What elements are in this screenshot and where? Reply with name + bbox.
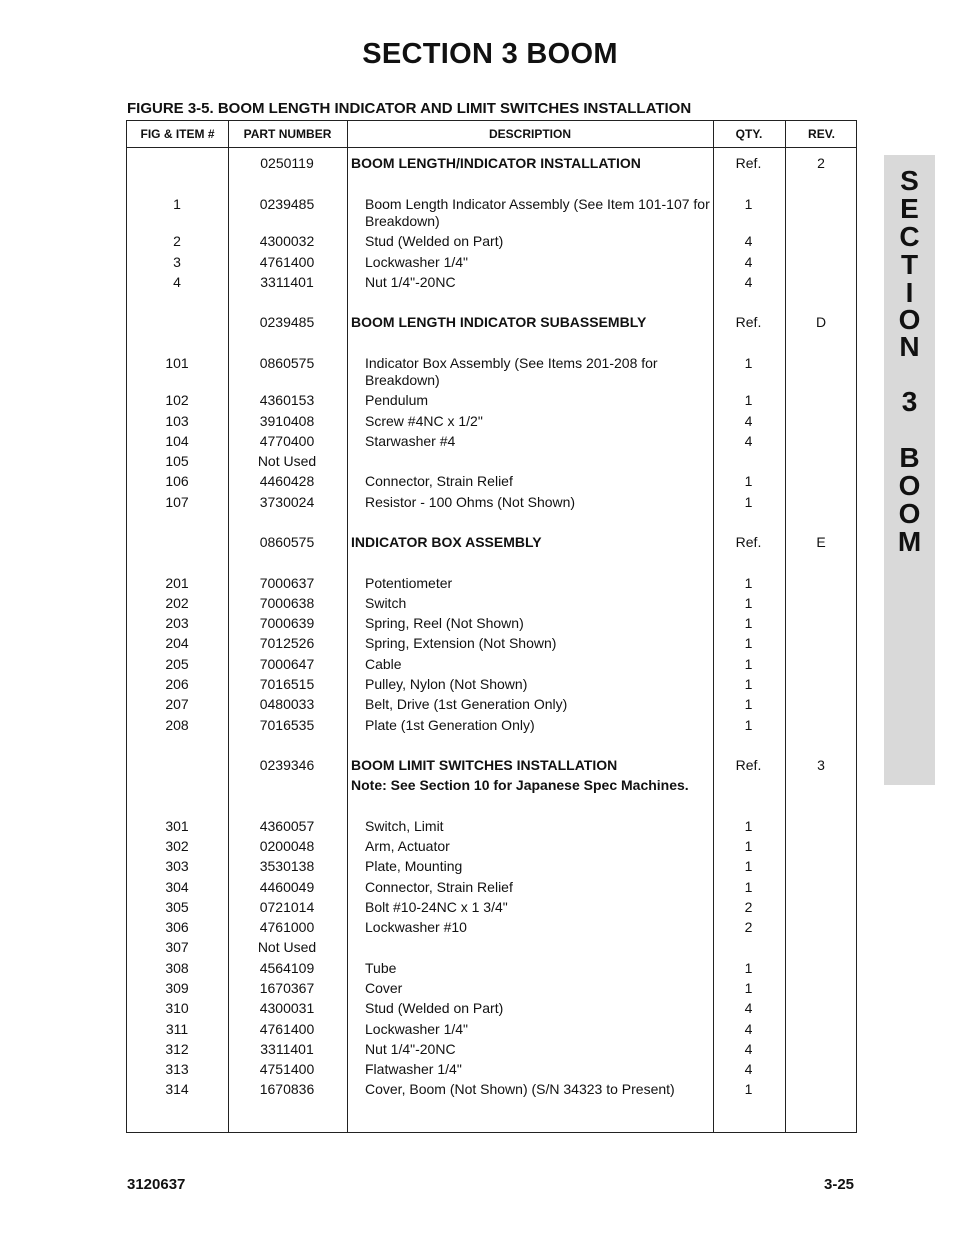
quantity: 1 xyxy=(744,696,753,712)
quantity: 4 xyxy=(744,1061,753,1077)
part-number: 4770400 xyxy=(259,433,315,449)
item-number: 314 xyxy=(165,1081,189,1097)
part-number: 0721014 xyxy=(259,899,315,915)
description: Indicator Box Assembly (See Items 201-208 for Breakdown) xyxy=(365,355,658,388)
side-tab-letter: O xyxy=(898,470,921,501)
item-number: 304 xyxy=(165,879,189,895)
item-number: 3 xyxy=(173,254,181,270)
side-tab-letter: O xyxy=(898,498,921,529)
part-number: 3910408 xyxy=(259,413,315,429)
part-number: 7000639 xyxy=(259,615,315,631)
part-number: 0250119 xyxy=(260,155,314,171)
part-number: 0860575 xyxy=(259,534,315,550)
description: Connector, Strain Relief xyxy=(365,473,513,489)
column-divider xyxy=(347,121,348,1132)
quantity: Ref. xyxy=(735,534,762,550)
revision: 3 xyxy=(817,757,825,773)
item-number: 105 xyxy=(165,453,189,469)
description: Switch xyxy=(365,595,407,611)
description: Plate (1st Generation Only) xyxy=(365,717,535,733)
description: Connector, Strain Relief xyxy=(365,879,513,895)
item-number: 206 xyxy=(165,676,189,692)
description: INDICATOR BOX ASSEMBLY xyxy=(351,534,542,550)
quantity: 1 xyxy=(744,656,753,672)
quantity: 2 xyxy=(744,919,753,935)
description: Lockwasher 1/4" xyxy=(365,254,469,270)
quantity: 1 xyxy=(744,717,753,733)
item-number: 310 xyxy=(165,1000,189,1016)
part-number: 4761000 xyxy=(259,919,315,935)
side-tab-letter: B xyxy=(899,442,920,473)
column-divider xyxy=(785,121,786,1132)
header-divider xyxy=(127,147,856,148)
revision: E xyxy=(816,534,826,550)
part-number: 4460049 xyxy=(259,879,315,895)
item-number: 306 xyxy=(165,919,189,935)
item-number: 311 xyxy=(165,1021,189,1037)
part-number: 4360153 xyxy=(259,392,315,408)
item-number: 307 xyxy=(165,939,189,955)
item-number: 103 xyxy=(165,413,189,429)
description: Nut 1/4"-20NC xyxy=(365,274,456,290)
header-item: FIG & ITEM # xyxy=(140,127,215,141)
description: Screw #4NC x 1/2" xyxy=(365,413,483,429)
header-part-number: PART NUMBER xyxy=(243,127,332,141)
quantity: 4 xyxy=(744,413,753,429)
part-number: 0239485 xyxy=(259,314,315,330)
part-number: 4761400 xyxy=(259,1021,315,1037)
quantity: 1 xyxy=(744,980,753,996)
part-number: 4761400 xyxy=(259,254,315,270)
quantity: 4 xyxy=(744,433,753,449)
revision: D xyxy=(815,314,827,330)
quantity: 2 xyxy=(744,899,753,915)
part-number: 4460428 xyxy=(259,473,315,489)
description: Pendulum xyxy=(365,392,429,408)
quantity: 4 xyxy=(744,274,753,290)
quantity: 4 xyxy=(744,233,753,249)
description: Boom Length Indicator Assembly (See Item 101-107 for Breakdown) xyxy=(365,196,710,229)
quantity: Ref. xyxy=(735,314,762,330)
description: Spring, Extension (Not Shown) xyxy=(365,635,557,651)
item-number: 204 xyxy=(165,635,189,651)
header-description: DESCRIPTION xyxy=(488,127,571,141)
item-number: 312 xyxy=(165,1041,189,1057)
part-number: 0860575 xyxy=(259,355,315,371)
quantity: 4 xyxy=(744,1041,753,1057)
part-number: 3730024 xyxy=(259,494,315,510)
quantity: 1 xyxy=(744,615,753,631)
part-number: Not Used xyxy=(257,939,317,955)
description: Plate, Mounting xyxy=(365,858,463,874)
quantity: 1 xyxy=(744,838,753,854)
description: Note: See Section 10 for Japanese Spec Machines. xyxy=(351,777,689,793)
quantity: 4 xyxy=(744,1000,753,1016)
part-number: 7012526 xyxy=(259,635,315,651)
quantity: 1 xyxy=(744,575,753,591)
part-number: 3530138 xyxy=(259,858,315,874)
part-number: 1670367 xyxy=(259,980,315,996)
item-number: 208 xyxy=(165,717,189,733)
part-number: 7000638 xyxy=(259,595,315,611)
description: Potentiometer xyxy=(365,575,453,591)
part-number: 7000637 xyxy=(259,575,315,591)
part-number: 4300032 xyxy=(259,233,315,249)
description: Switch, Limit xyxy=(365,818,444,834)
side-tab-letter: M xyxy=(897,526,922,557)
part-number: 4360057 xyxy=(259,818,315,834)
description: BOOM LENGTH INDICATOR SUBASSEMBLY xyxy=(351,314,647,330)
part-number: 4300031 xyxy=(259,1000,315,1016)
item-number: 313 xyxy=(165,1061,189,1077)
parts-table xyxy=(126,120,857,1133)
part-number: 0480033 xyxy=(259,696,315,712)
quantity: 1 xyxy=(744,595,753,611)
part-number: 3311401 xyxy=(260,274,314,290)
description: BOOM LENGTH/INDICATOR INSTALLATION xyxy=(351,155,641,171)
side-tab-letter: N xyxy=(899,331,920,362)
quantity: 1 xyxy=(744,818,753,834)
item-number: 305 xyxy=(165,899,189,915)
quantity: 1 xyxy=(744,473,753,489)
description: Nut 1/4"-20NC xyxy=(365,1041,456,1057)
description: Belt, Drive (1st Generation Only) xyxy=(365,696,568,712)
item-number: 102 xyxy=(165,392,189,408)
side-tab-letter: 3 xyxy=(901,386,918,417)
document-number: 3120637 xyxy=(127,1176,186,1193)
description: Spring, Reel (Not Shown) xyxy=(365,615,524,631)
item-number: 301 xyxy=(165,818,189,834)
part-number: 4751400 xyxy=(259,1061,315,1077)
header-qty: QTY. xyxy=(735,127,763,141)
quantity: 1 xyxy=(744,1081,753,1097)
description: Flatwasher 1/4" xyxy=(365,1061,462,1077)
item-number: 104 xyxy=(165,433,189,449)
quantity: 1 xyxy=(744,858,753,874)
header-rev: REV. xyxy=(808,127,835,141)
quantity: 1 xyxy=(744,879,753,895)
part-number: 7000647 xyxy=(259,656,315,672)
page-number: 3-25 xyxy=(824,1176,855,1193)
description: Resistor - 100 Ohms (Not Shown) xyxy=(365,494,576,510)
part-number: 1670836 xyxy=(259,1081,315,1097)
quantity: 1 xyxy=(744,392,753,408)
quantity: 1 xyxy=(744,196,753,212)
item-number: 309 xyxy=(165,980,189,996)
item-number: 101 xyxy=(165,355,189,371)
figure-title: FIGURE 3-5. BOOM LENGTH INDICATOR AND LIMIT SWITCHES INSTALLATION xyxy=(127,100,692,117)
item-number: 308 xyxy=(165,960,189,976)
part-number: 3311401 xyxy=(260,1041,314,1057)
description: BOOM LIMIT SWITCHES INSTALLATION xyxy=(351,757,618,773)
side-tab-letter: S xyxy=(900,165,919,196)
quantity: 1 xyxy=(744,676,753,692)
description: Stud (Welded on Part) xyxy=(365,233,504,249)
part-number: Not Used xyxy=(257,453,317,469)
item-number: 207 xyxy=(165,696,189,712)
quantity: 4 xyxy=(744,254,753,270)
item-number: 4 xyxy=(173,274,181,290)
revision: 2 xyxy=(817,155,825,171)
quantity: 1 xyxy=(744,960,753,976)
item-number: 201 xyxy=(165,575,189,591)
side-tab-letter: I xyxy=(905,277,914,308)
item-number: 202 xyxy=(165,595,189,611)
part-number: 7016515 xyxy=(259,676,315,692)
quantity: 1 xyxy=(744,355,753,371)
part-number: 7016535 xyxy=(259,717,315,733)
description: Lockwasher 1/4" xyxy=(365,1021,469,1037)
side-tab-letter: C xyxy=(899,221,920,252)
description: Pulley, Nylon (Not Shown) xyxy=(365,676,528,692)
description: Cable xyxy=(365,656,402,672)
section-title: SECTION 3 BOOM xyxy=(362,38,618,70)
description: Starwasher #4 xyxy=(365,433,456,449)
item-number: 203 xyxy=(165,615,189,631)
section-side-tab xyxy=(884,155,935,785)
description: Stud (Welded on Part) xyxy=(365,1000,504,1016)
part-number: 4564109 xyxy=(259,960,315,976)
quantity: Ref. xyxy=(735,155,762,171)
side-tab-letter: E xyxy=(900,193,919,224)
item-number: 107 xyxy=(165,494,189,510)
quantity: Ref. xyxy=(735,757,762,773)
description: Tube xyxy=(365,960,397,976)
quantity: 4 xyxy=(744,1021,753,1037)
description: Cover xyxy=(365,980,403,996)
item-number: 205 xyxy=(165,656,189,672)
item-number: 1 xyxy=(173,196,181,212)
item-number: 2 xyxy=(173,233,181,249)
part-number: 0239485 xyxy=(259,196,315,212)
item-number: 303 xyxy=(165,858,189,874)
description: Lockwasher #10 xyxy=(365,919,467,935)
description: Arm, Actuator xyxy=(365,838,450,854)
part-number: 0200048 xyxy=(259,838,315,854)
part-number: 0239346 xyxy=(259,757,315,773)
item-number: 302 xyxy=(165,838,189,854)
side-tab-letter: T xyxy=(900,249,919,280)
item-number: 106 xyxy=(165,473,189,489)
description: Cover, Boom (Not Shown) (S/N 34323 to Present) xyxy=(365,1081,675,1097)
description: Bolt #10-24NC x 1 3/4" xyxy=(365,899,508,915)
quantity: 1 xyxy=(744,494,753,510)
side-tab-letter: O xyxy=(898,304,921,335)
quantity: 1 xyxy=(744,635,753,651)
